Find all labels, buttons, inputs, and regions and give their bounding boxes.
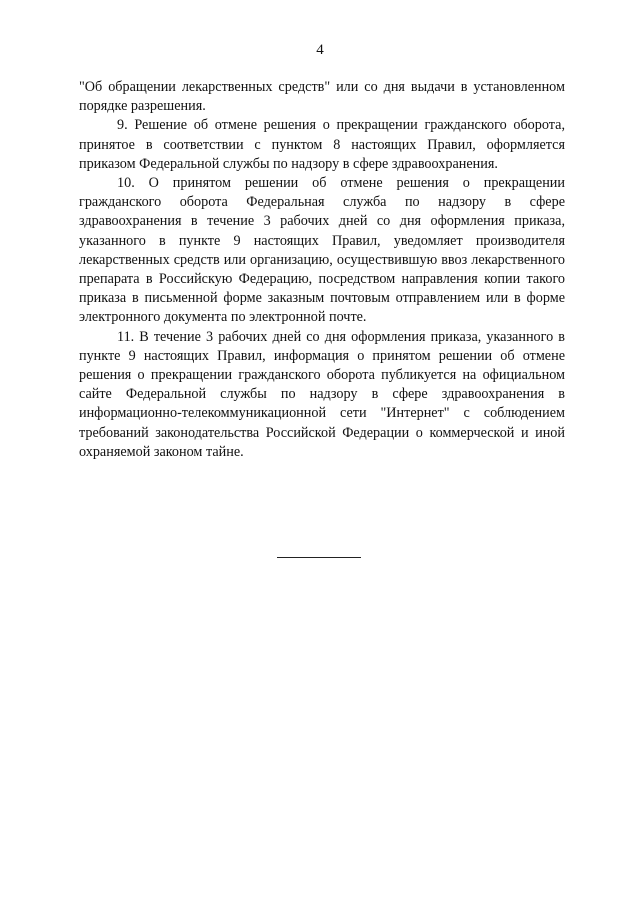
paragraph-item-9: 9. Решение об отмене решения о прекращении гражданского оборота, принятое в соответствии с пунктом 8 настоящих Правил, оформляется приказом Федеральной службы по надзору в сфере здравоохранения. [79, 117, 565, 172]
paragraph-item-10: 10. О принятом решении об отмене решения о прекращении гражданского оборота Федеральная служба по надзору в сфере здравоохранения в течение 3 рабочих дней со дня оформления приказа, указанного в пункте 9 настоящих Правил, уведомляет производителя лекарственных средств или организацию, осуществившую ввоз лекарственного препарата в Российскую Федерацию, посредством направления копии такого приказа в письменной форме заказным почтовым отправлением или в форме электронного документа по электронной почте. [79, 175, 565, 326]
document-body [79, 78, 565, 462]
page-number: 4 [316, 42, 324, 58]
paragraph-continuation: "Об обращении лекарственных средств" или со дня выдачи в установленном порядке разрешения. [79, 79, 565, 115]
end-of-document-rule [277, 557, 361, 558]
paragraph-item-11: 11. В течение 3 рабочих дней со дня оформления приказа, указанного в пункте 9 настоящих Правил, информация о принятом решении об отмене решения о прекращении гражданского оборота публикуется на официальном сайте Федеральной службы по надзору в сфере здравоохранения в информационно-телекоммуникационной сети "Интернет" с соблюдением требований законодательства Российской Федерации о коммерческой и иной охраняемой законом тайне. [79, 328, 565, 460]
